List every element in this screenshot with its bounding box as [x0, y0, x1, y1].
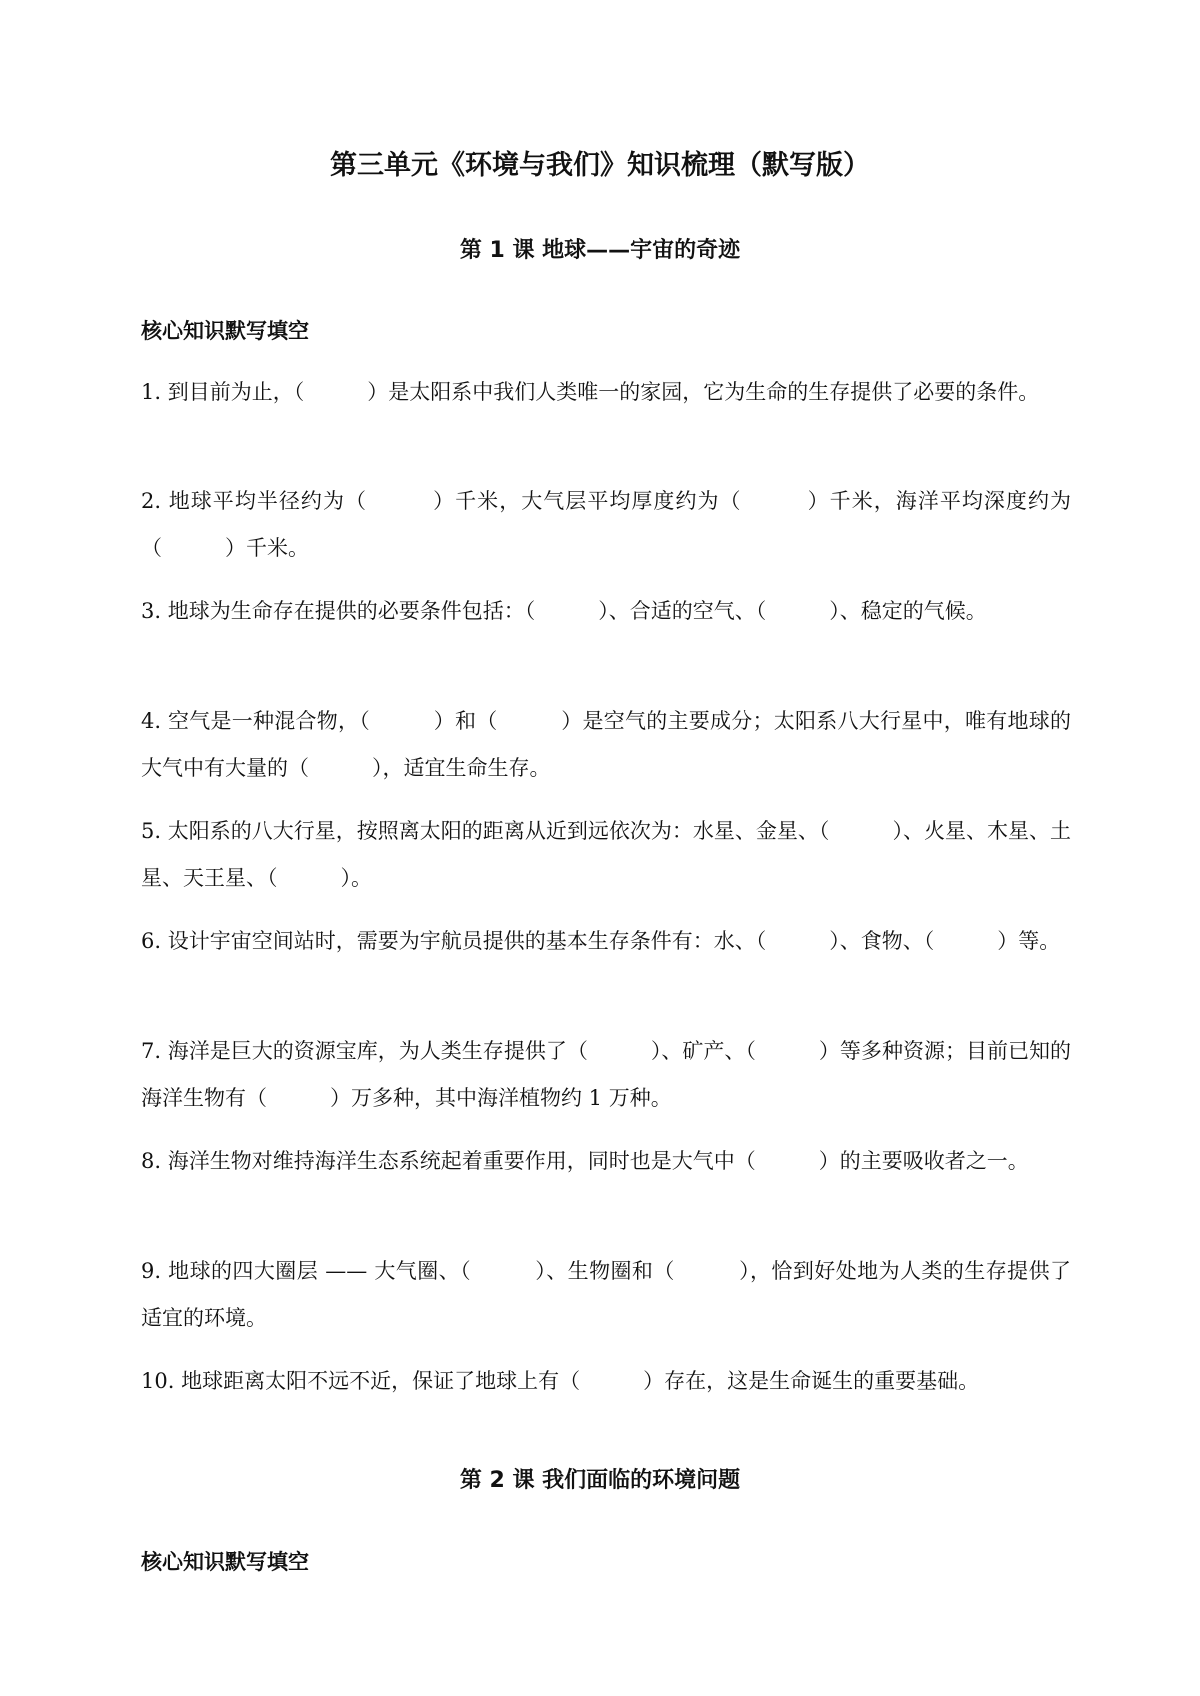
lesson-2-section-heading: 核心知识默写填空 [141, 1550, 309, 1574]
question-1: 1. 到目前为止，（ ）是太阳系中我们人类唯一的家园，它为生命的生存提供了必要的条件。 [141, 380, 1040, 404]
lesson-1-title: 第 1 课 地球——宇宙的奇迹 [459, 238, 741, 263]
lesson-1-section-heading: 核心知识默写填空 [141, 319, 309, 343]
question-3: 3. 地球为生命存在提供的必要条件包括：（ ）、合适的空气、（ ）、稳定的气候。 [141, 599, 987, 623]
document-title: 第三单元《环境与我们》知识梳理（默写版） [330, 150, 870, 181]
question-5: 5. 太阳系的八大行星，按照离太阳的距离从近到远依次为：水星、金星、（ ）、火星、木星、土星、天王星、（ ）。 [141, 819, 1071, 890]
question-8: 8. 海洋生物对维持海洋生态系统起着重要作用，同时也是大气中（ ）的主要吸收者之一。 [141, 1149, 1029, 1173]
question-9: 9. 地球的四大圈层 —— 大气圈、（ ）、生物圈和（ ），恰到好处地为人类的生存提供了适宜的环境。 [141, 1259, 1071, 1330]
question-10: 10. 地球距离太阳不远不近，保证了地球上有（ ）存在，这是生命诞生的重要基础。 [141, 1369, 980, 1393]
question-4: 4. 空气是一种混合物，（ ）和（ ）是空气的主要成分；太阳系八大行星中，唯有地球的大气中有大量的（ ），适宜生命生存。 [141, 709, 1071, 780]
question-6: 6. 设计宇宙空间站时，需要为宇航员提供的基本生存条件有：水、（ ）、食物、（ ）等。 [141, 929, 1061, 953]
lesson-2-title: 第 2 课 我们面临的环境问题 [459, 1468, 741, 1493]
question-2: 2. 地球平均半径约为（ ）千米，大气层平均厚度约为（ ）千米，海洋平均深度约为（ ）千米。 [141, 489, 1071, 560]
question-7: 7. 海洋是巨大的资源宝库，为人类生存提供了（ ）、矿产、（ ）等多种资源；目前已知的海洋生物有（ ）万多种，其中海洋植物约 1 万种。 [141, 1039, 1071, 1110]
